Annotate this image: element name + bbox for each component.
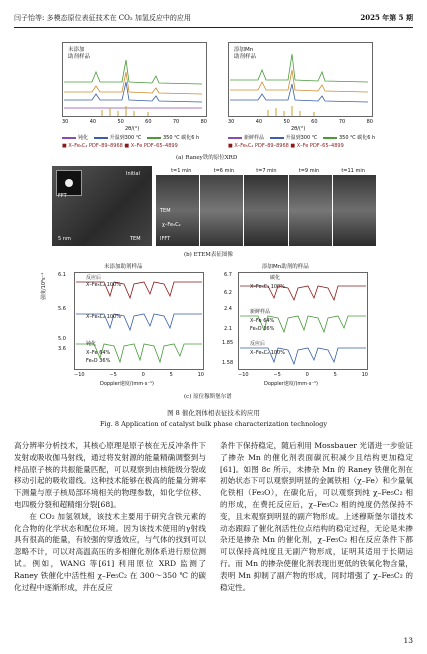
caption-c: (c) 原位穆斯堡尔谱 [184,394,232,400]
xrd-ref-legend-left: ■ X–Fe₅C₂ PDF–89–8968 ■ X–Fe PDF–65–4899 [62,143,178,149]
xtick: 30 [228,119,235,125]
etem-frame-5 [333,175,376,246]
moss-left-label-3: X–Fe₅C₂ 100% [86,314,121,320]
body-paragraph: 条件下保持稳定，随后利用 Mossbauer 光谱进一步验证了掺杂 Mn 的催化剂表面碳沉积减少且结构更加稳定[61]。如图 8c 所示，未掺杂 Mn 的 Raney 铁催化剂在初始状态下可以观察到明显的金属铁相（χ–Fe）和少量氧化铁相（Fe₃O），在碳化后，可以观察到纯 χ–Fe₅C₂ 相的形成，在费托反应后，χ–Fe₅C₂ 相的纯度仍然保持不变，且未观察到明显的副产物形成。上述穆斯堡尔谱技术动态跟踪了催化剂活性位点结构的稳定过程，无论是未掺杂还是掺杂 Mn 的催化剂，χ–Fe₅C₂ 相在反应条件下都可以保持高纯度且无副产物形成，证明其适用于长期运行。而 Mn 的掺杂使催化剂表现出更低的铁氧化物含量，表明 Mn 抑制了副产物的形成，同时增强了 χ–Fe₅C₂ 的稳定性。 [220,441,413,592]
xtick: 70 [338,119,346,125]
issue-label: 2025 年第 5 期 [360,13,413,22]
xrd-right-title-1: 添加Mn [234,47,254,53]
moss-right-label-4: X–Fe 64% [250,318,275,324]
xtick: 30 [62,119,69,125]
etem-frame-4 [289,175,332,246]
xtick: 40 [255,119,263,125]
xtick: 60 [311,119,318,125]
moss-right-label-3: 新鲜样品 [250,309,271,315]
moss-left-label-1: 反应后 [86,275,102,281]
page-header [0,0,427,28]
moss-left-ytick: 5.0 [58,336,66,342]
caption-b: (b) ETEM表征图像 [184,252,233,258]
tem-initial-image [52,166,152,246]
caption-a: (a) Raney铁的原位XRD [176,155,238,161]
moss-left-ytick: 3.6 [58,346,66,352]
etem-time-labels: t=1 min t=6 min t=7 min t=9 min t=11 min [171,168,365,174]
xrd-right-title-2: 助剂样品 [234,54,257,60]
moss-left-ytick: 5.6 [58,306,66,312]
moss-right-label-5: Fe₃O 36% [250,326,275,332]
moss-left-ytick: 6.1 [58,272,66,278]
body-paragraph: 在 CO₂ 加氢领域，该技术主要用于研究含铁元素的化合物的化学状态和配位环境。因为该技术使用的γ射线具有很高的能量，有较强的穿透效应，与气体的找到可以忽略不计，可以对高温高压的多相催化剂体系进行原位测试。例如，WANG 等[61] 利用原位 XRD 监测了 Raney 铁催化中活性相 χ–Fe₅C₂ 在 300～350 ℃ 的碳化过程中逐渐形成，并在反应 [14,511,206,592]
header-rule [14,27,413,28]
running-title: 闫子怡等: 多模态原位表征技术在 CO₂ 加氢反应中的应用 [14,14,191,22]
scale-bar-label: 5 nm [58,236,71,242]
moss-right-ytick: 6.2 [224,290,232,296]
moss-left-label-6: Fe₃O 36% [86,358,111,364]
etem-frame-3 [244,175,287,246]
page-number: 13 [403,636,413,645]
xrd-left-legend: 钝化 升温到300 ℃ 350 ℃ 碳化6 h [62,134,199,141]
moss-right-ytick: 1.85 [222,340,234,346]
body-right-column [220,440,413,593]
xrd-left-xlabel: 2θ/(°) [125,126,140,132]
moss-right-label-1: 碳化 [270,275,281,281]
moss-right-ytick: 2.1 [224,326,232,332]
tem-label-frame: TEM [160,208,171,214]
body-paragraph: 高分辨率分析技术，其核心原理是原子核在无反冲条件下发射或吸收伽马射线，通过将发射源的能量精确调整到与样品原子核的共振能量匹配，可以观察到由核能级分裂或移动引起的吸收谱线。这种技术能够在极高的能量分辨率下测量与原子核局部环境相关的物理参数，如化学位移、电四极分裂和超精细分裂[68]。 [14,441,206,509]
moss-left-label-5: X–Fe 64% [86,350,111,356]
moss-right-ytick: 6.7 [224,272,232,278]
xtick: 60 [145,119,152,125]
figure-caption-cn: 图 8 催化剂体相表征技术的应用 [167,409,260,417]
xrd-right-legend: 新鲜样品 升温到300 ℃ 350 ℃ 碳化6 h [228,134,375,141]
figure-caption-en: Fig. 8 Application of catalyst bulk phase characterization technology [99,420,328,428]
moss-left-label-2: X–Fe₅C₂ 100% [86,282,121,288]
xtick: 70 [172,119,180,125]
moss-right-ytick: 1.58 [222,360,234,366]
moss-left-label-4: 钝化 [86,341,97,347]
xtick: 50 [283,119,290,125]
moss-right-label-7: X–Fe₅C₂ 100% [250,350,285,356]
moss-right-xlabel: Doppler速度/(mm·s⁻¹) [264,381,318,387]
xtick: 80 [200,119,207,125]
tem-label: TEM [130,236,141,242]
xrd-ref-legend-right: ■ X–Fe₅C₂ PDF–89–8968 ■ X–Fe PDF–65–4899 [228,143,344,149]
moss-left-title: 未添加助剂样品 [104,264,143,270]
ifft-label: IFFT [160,236,171,242]
moss-right-label-6: 反应后 [250,341,266,347]
moss-right-title: 添加Mn助剂的样品 [262,264,309,270]
body-left-column [14,440,206,593]
moss-right-ytick: 2.4 [224,306,232,312]
xtick: 80 [366,119,373,125]
moss-ylabel: 强度/10⁶s⁻¹ [41,272,47,300]
fft-label: FFT [58,193,67,199]
moss-right-label-2: X–Fe₅C₂ 100% [250,284,285,290]
fft-spot [65,179,73,187]
moss-left-xticks: −10 −5 0 5 10 [74,372,204,378]
etem-frame-2 [200,175,243,246]
moss-right-xticks: −10 −5 0 5 10 [238,372,368,378]
etem-time-series [156,175,376,246]
xrd-left-xticks [62,119,207,125]
xtick: 40 [89,119,97,125]
xrd-left-title-1: 未添加 [68,47,85,53]
xrd-right-xticks [228,119,373,125]
xrd-right-xlabel: 2θ/(°) [291,126,306,132]
initial-label: Initial [126,171,140,177]
xrd-left-title-2: 助剂样品 [68,54,91,60]
phase-label: χ–Fe₅C₂ [162,222,181,228]
moss-left-xlabel: Doppler速度/(mm·s⁻¹) [100,381,154,387]
xtick: 50 [117,119,124,125]
